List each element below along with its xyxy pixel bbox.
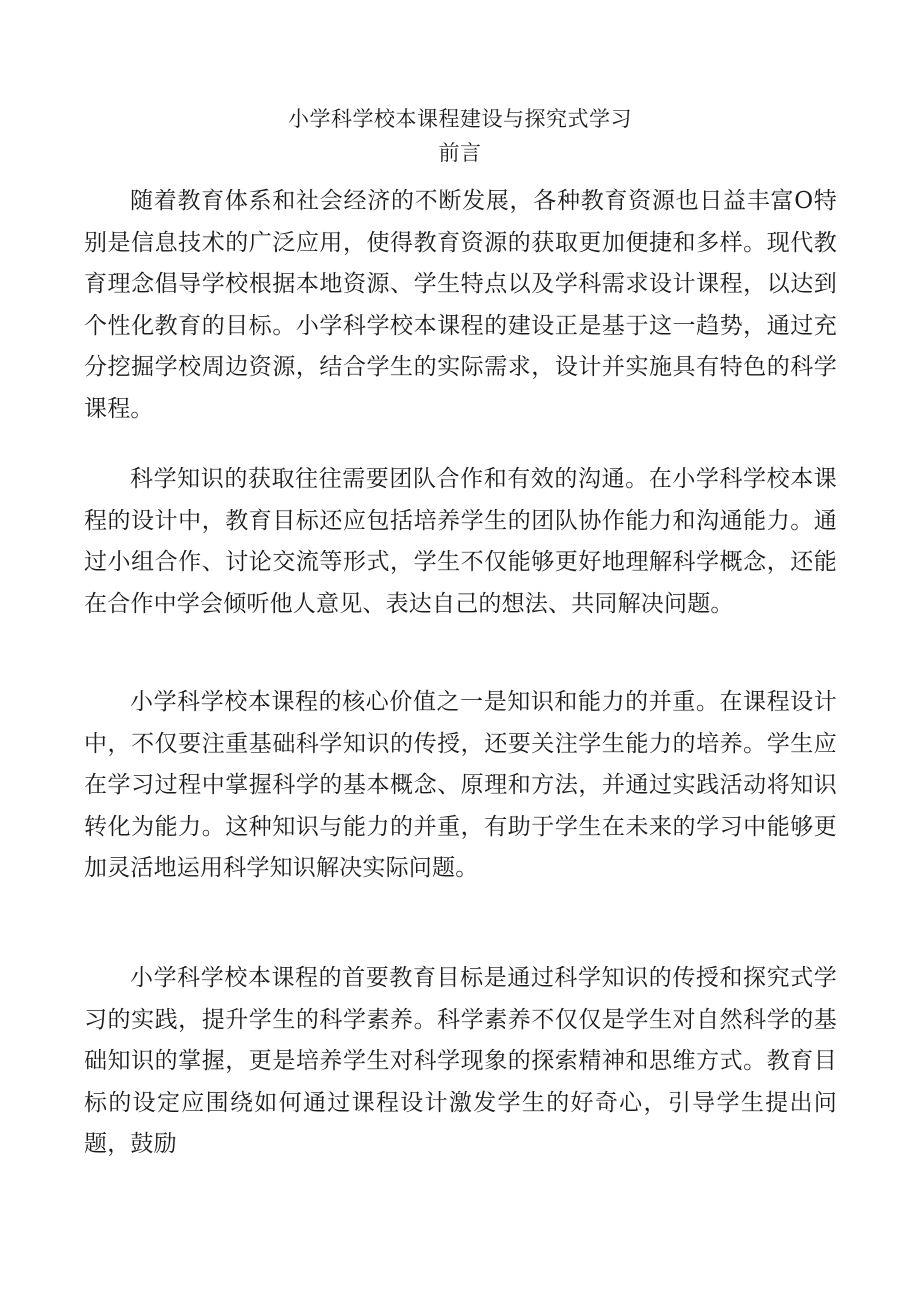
paragraph-4: 小学科学校本课程的首要教育目标是通过科学知识的传授和探究式学习的实践，提升学生的科学素养。科学素养不仅仅是学生对自然科学的基础知识的掌握，更是培养学生对科学现象的探索精神和思维方式。教育目标的设定应围绕如何通过课程设计激发学生的好奇心，引导学生提出问题，鼓励 (84, 965, 837, 1157)
paragraph-1: 随着教育体系和社会经济的不断发展，各种教育资源也日益丰富O特别是信息技术的广泛应用，使得教育资源的获取更加便捷和多样。现代教育理念倡导学校根据本地资源、学生特点以及学科需求设计课程，以达到个性化教育的目标。小学科学校本课程的建设正是基于这一趋势，通过充分挖掘学校周边资源，结合学生的实际需求，设计并实施具有特色的科学课程。 (84, 188, 837, 422)
paragraph-2: 科学知识的获取往往需要团队合作和有效的沟通。在小学科学校本课程的设计中，教育目标还应包括培养学生的团队协作能力和沟通能力。通过小组合作、讨论交流等形式，学生不仅能够更好地理解科学概念，还能在合作中学会倾听他人意见、表达自己的想法、共同解决问题。 (84, 466, 837, 617)
section-heading-preface: 前言 (438, 141, 482, 165)
paragraph-3: 小学科学校本课程的核心价值之一是知识和能力的并重。在课程设计中，不仅要注重基础科学知识的传授，还要关注学生能力的培养。学生应在学习过程中掌握科学的基本概念、原理和方法，并通过实践活动将知识转化为能力。这种知识与能力的并重，有助于学生在未来的学习中能够更加灵活地运用科学知识解决实际问题。 (84, 689, 837, 881)
document-title: 小学科学校本课程建设与探究式学习 (288, 107, 632, 131)
